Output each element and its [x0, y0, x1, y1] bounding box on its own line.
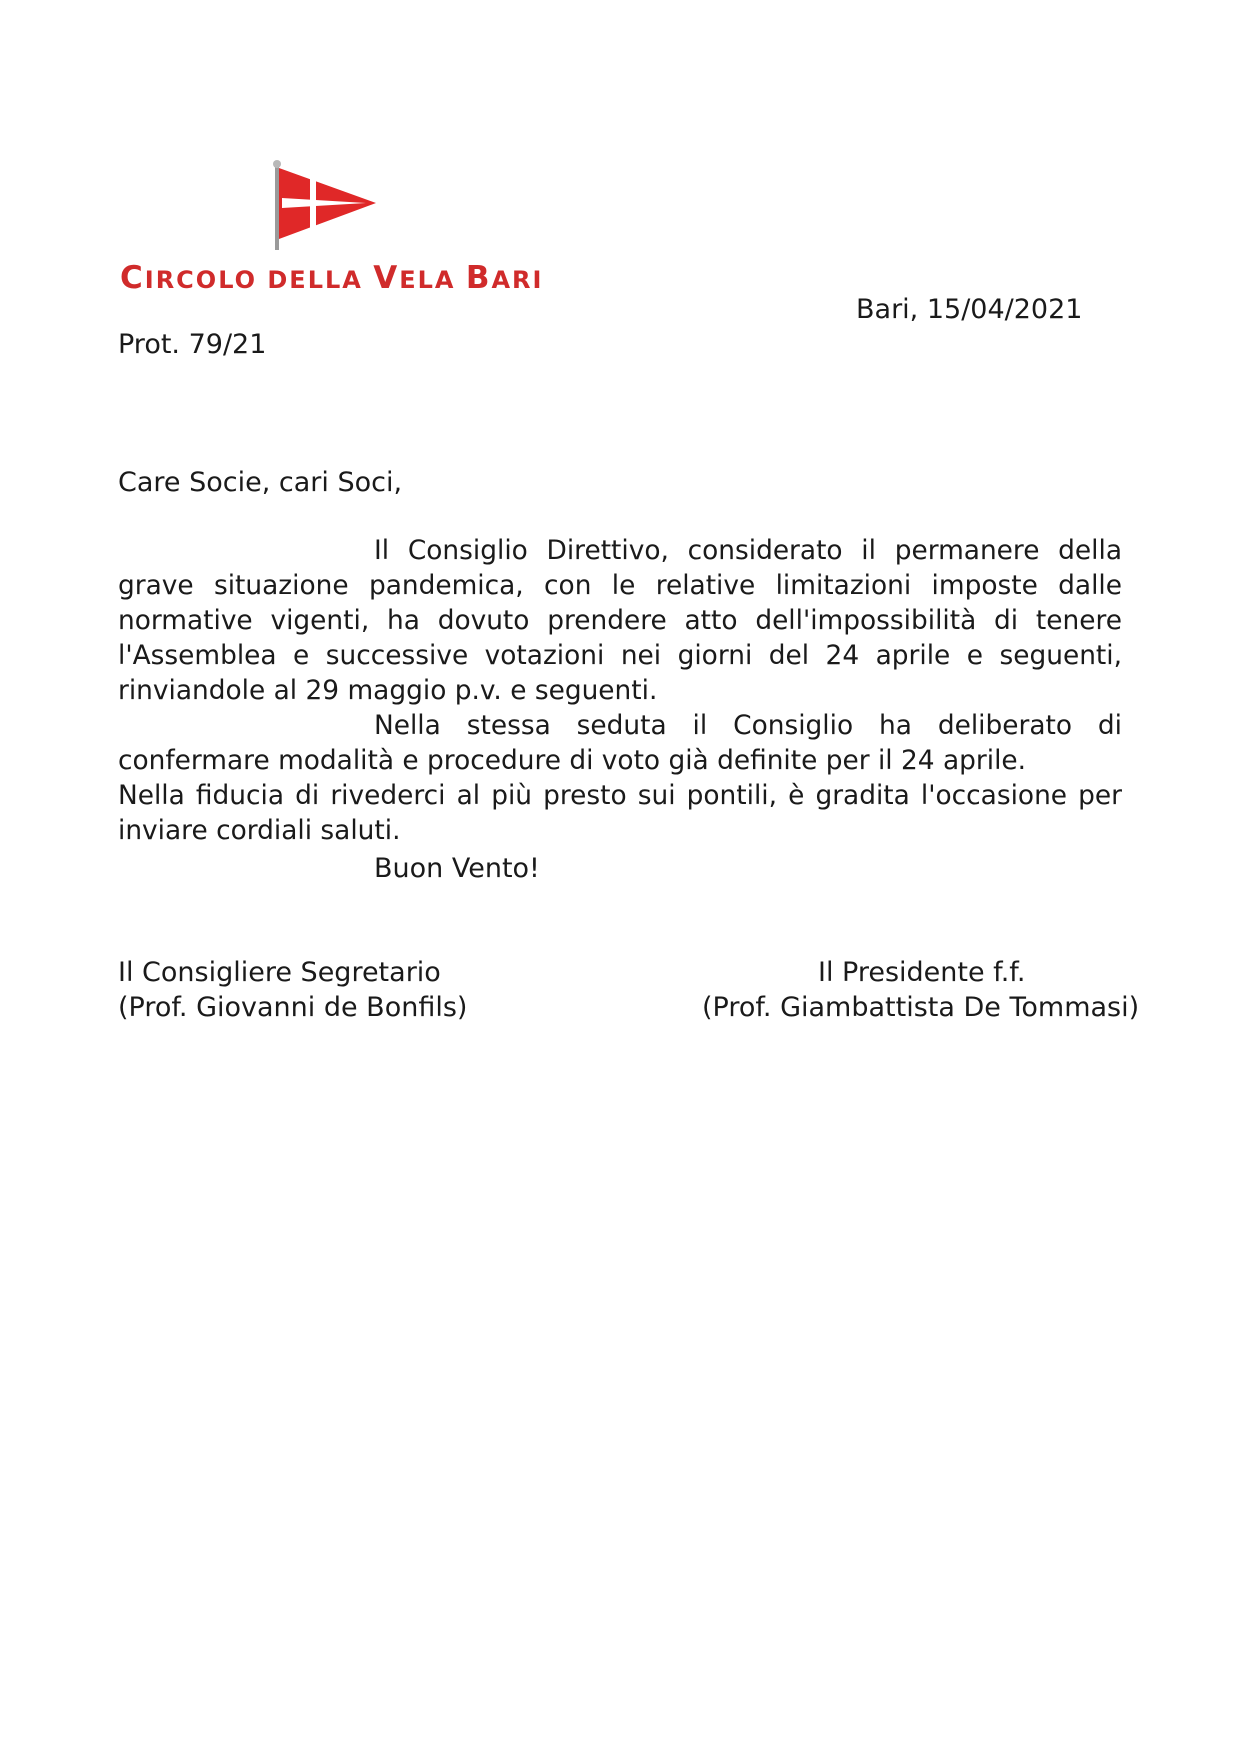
- president-name: (Prof. Giambattista De Tommasi): [702, 992, 1140, 1023]
- letter-body: [118, 533, 1122, 848]
- pennant-flag-icon: [270, 160, 380, 255]
- secretary-name: (Prof. Giovanni de Bonfils): [118, 992, 468, 1023]
- logo-wordmark: CIRCOLO DELLA VELA BARI: [120, 260, 544, 296]
- closing-salutation: Buon Vento!: [374, 853, 540, 884]
- paragraph-voting-procedure: Nella stessa seduta il Consiglio ha deliberato di confermare modalità e procedure di voto già definite per il 24 aprile.: [118, 710, 1122, 776]
- president-title: Il Presidente f.f.: [818, 957, 1026, 988]
- greeting: Care Socie, cari Soci,: [118, 467, 403, 498]
- secretary-title: Il Consigliere Segretario: [118, 957, 441, 988]
- letter-date: Bari, 15/04/2021: [856, 294, 1083, 325]
- protocol-number: Prot. 79/21: [118, 329, 267, 360]
- paragraph-postponement: Il Consiglio Direttivo, considerato il permanere della grave situazione pandemica, con le relative limitazioni imposte dalle normative vigenti, ha dovuto prendere atto dell'impossibilità di tenere l'Assemblea e successive votazioni nei giorni del 24 aprile e seguenti, rinviandole al 29 maggio p.v. e seguenti.: [118, 535, 1122, 706]
- club-logo: [120, 160, 550, 300]
- paragraph-greetings: Nella fiducia di rivederci al più presto sui pontili, è gradita l'occasione per inviare cordiali saluti.: [118, 780, 1122, 846]
